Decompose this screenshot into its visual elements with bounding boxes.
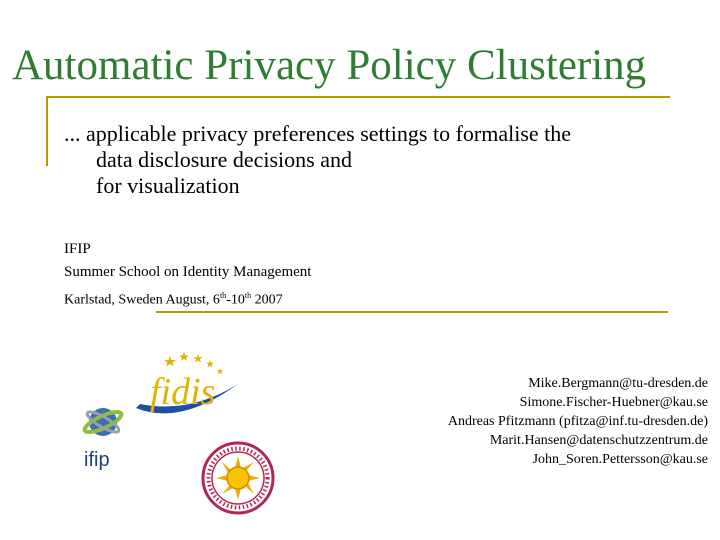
conference-info	[64, 238, 464, 312]
conference-event: Summer School on Identity Management	[64, 264, 312, 280]
ifip-logo	[78, 400, 128, 474]
conference-location	[64, 284, 464, 312]
contact-email: Marit.Hansen@datenschutzzentrum.de	[489, 433, 708, 448]
location-year: 2007	[251, 292, 283, 308]
conference-org: IFIP	[64, 241, 91, 257]
location-sup-2: th	[244, 291, 252, 300]
fidis-logo-text: fidis	[150, 371, 216, 413]
subtitle	[64, 121, 704, 199]
contact-list	[288, 374, 708, 469]
middle-divider	[156, 311, 668, 313]
top-divider	[48, 96, 670, 98]
subtitle-line-1: ... applicable privacy preferences settings to formalise the	[64, 121, 572, 146]
contact-email: Simone.Fischer-Huebner@kau.se	[519, 395, 708, 410]
left-divider	[46, 96, 48, 166]
contact-email: John_Soren.Pettersson@kau.se	[532, 452, 708, 467]
contact-email: Andreas Pfitzmann (pfitza@inf.tu-dresden.de)	[447, 414, 708, 429]
location-mid: -10	[226, 292, 245, 308]
contact-email: Mike.Bergmann@tu-dresden.de	[528, 376, 708, 391]
subtitle-line-3: for visualization	[96, 173, 240, 198]
subtitle-line-2: data disclosure decisions and	[96, 147, 352, 172]
ifip-logo-text: ifip	[84, 449, 110, 471]
fidis-logo	[130, 348, 242, 420]
university-seal-logo	[200, 440, 276, 516]
location-sup-1: th	[219, 291, 227, 300]
location-prefix: Karlstad, Sweden August, 6	[64, 292, 220, 308]
slide-title: Automatic Privacy Policy Clustering	[12, 42, 647, 89]
